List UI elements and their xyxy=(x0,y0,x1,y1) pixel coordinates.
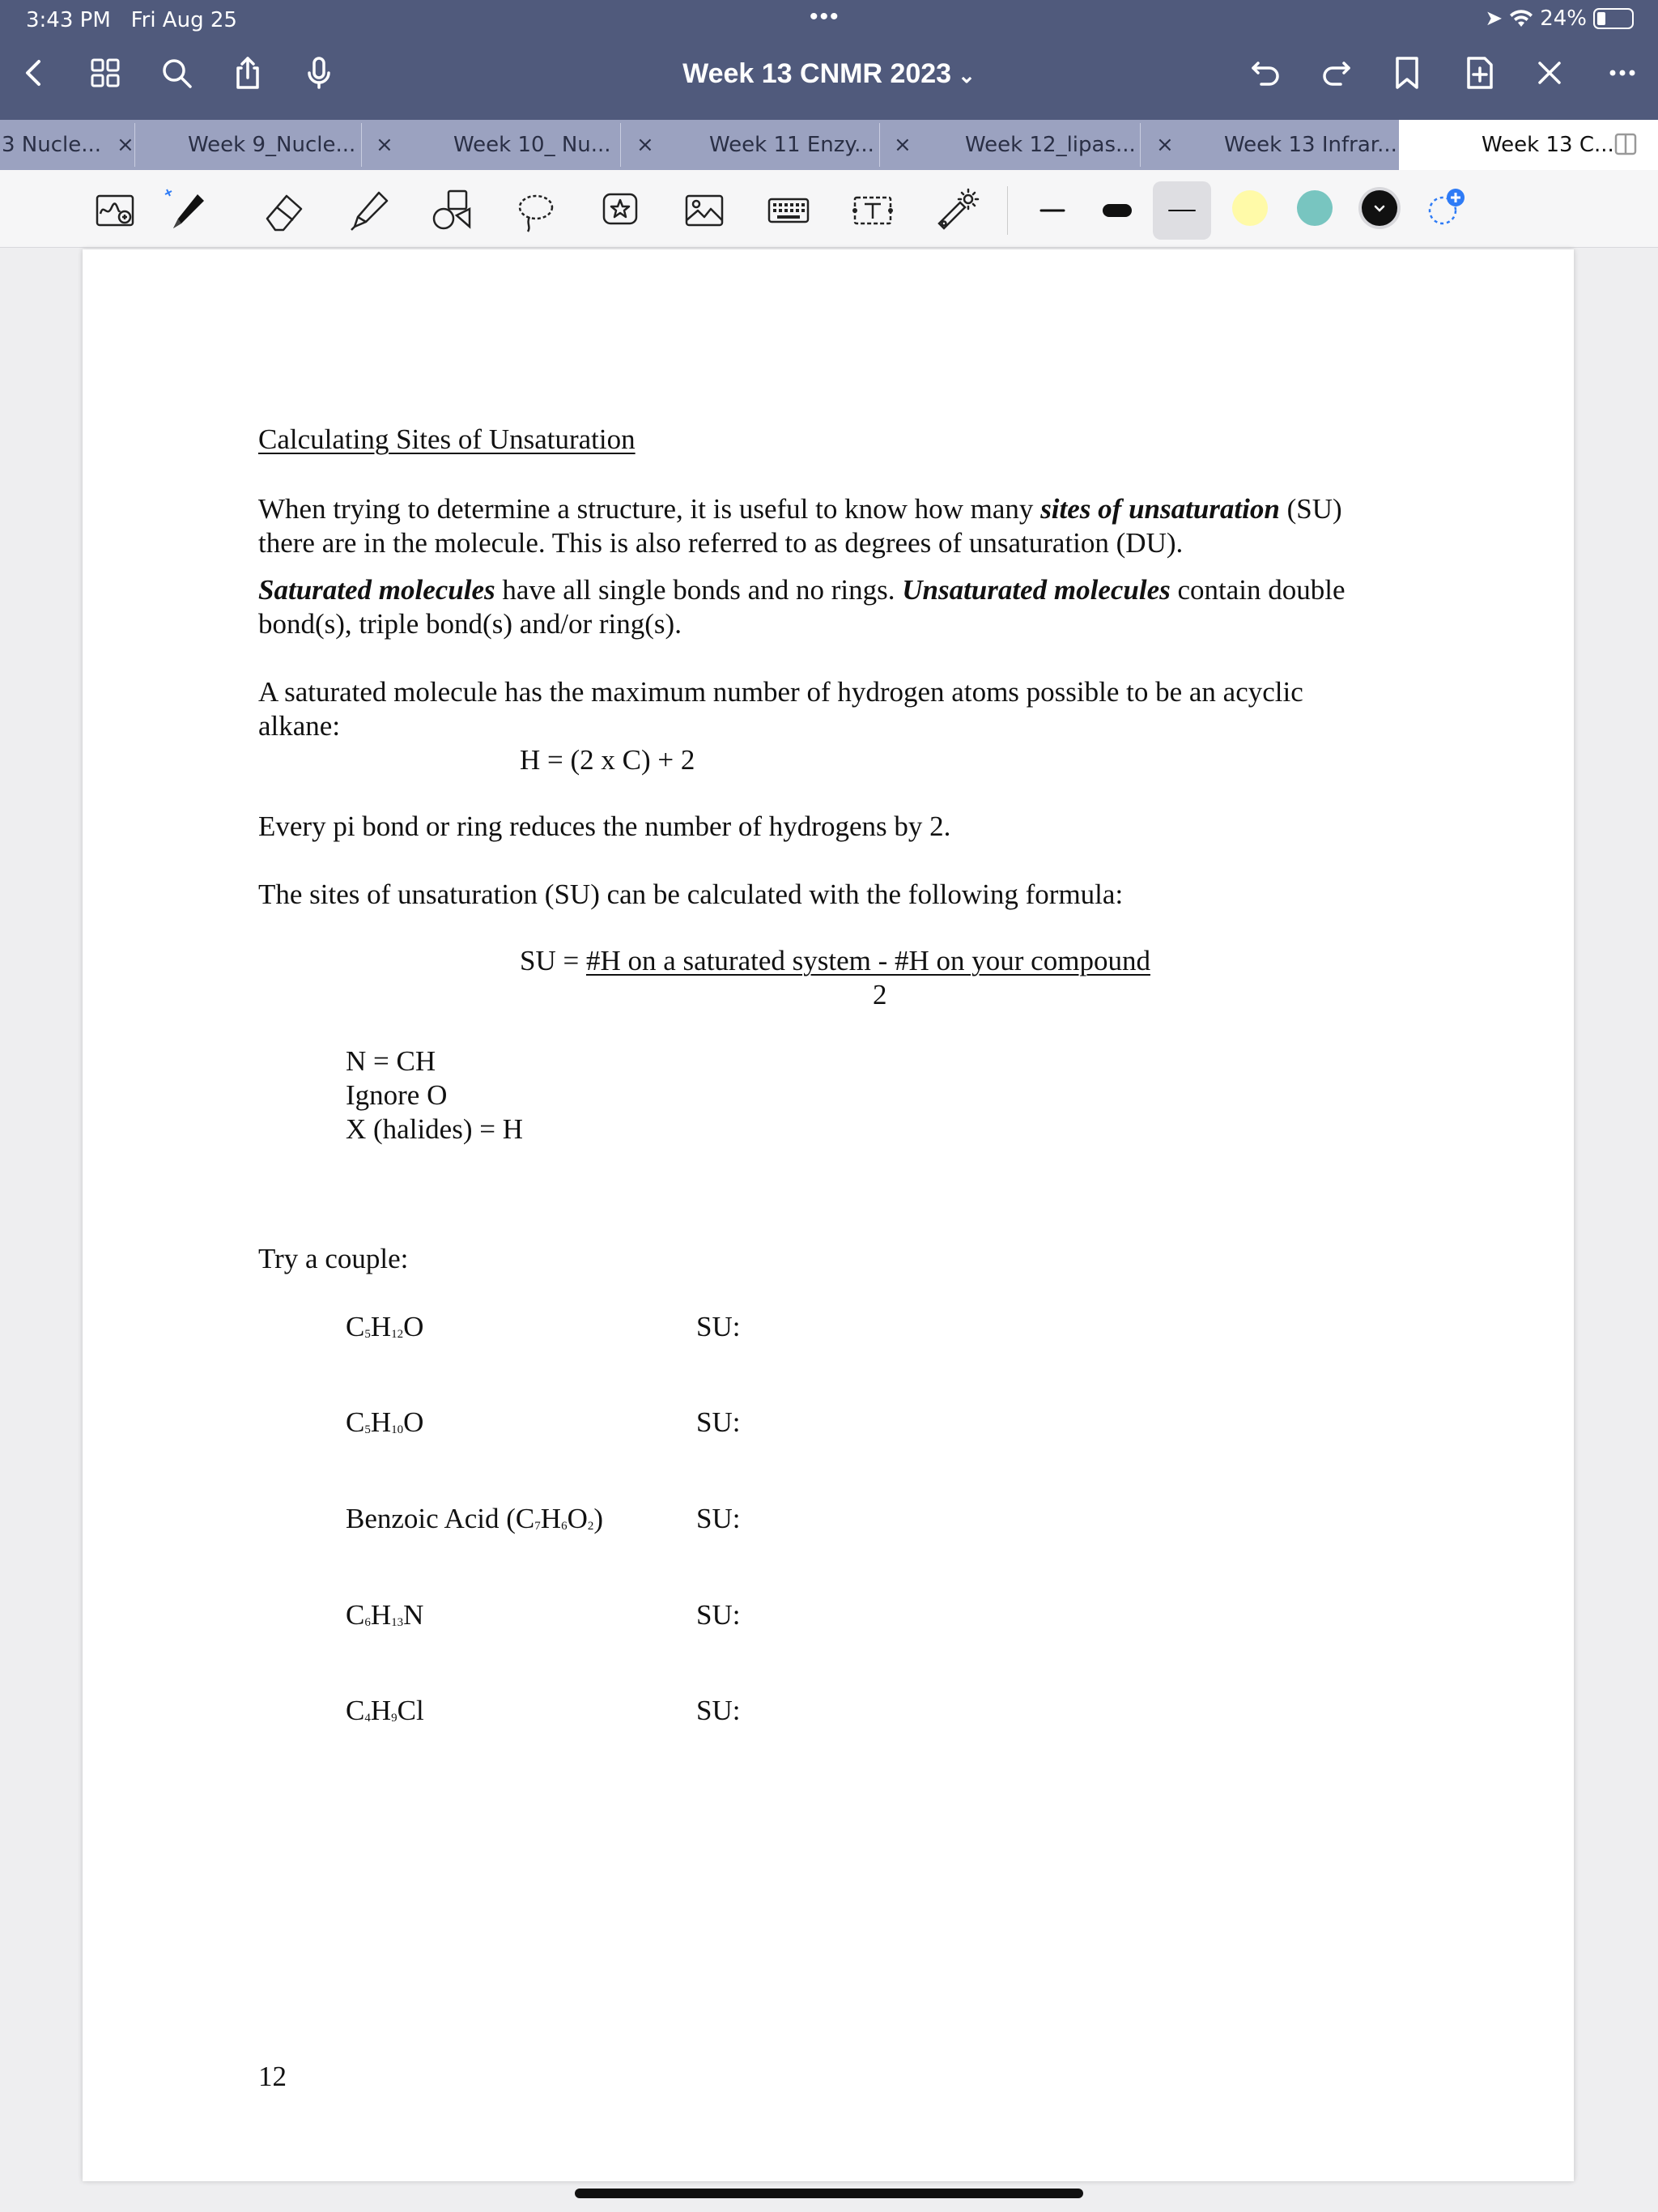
tab-label: Week 11 Enzy... xyxy=(709,133,874,157)
color-swatch-yellow[interactable] xyxy=(1232,190,1268,226)
problem-formula: C4H9Cl xyxy=(346,1695,424,1726)
chevron-down-icon: ⌄ xyxy=(958,63,976,87)
su-formula xyxy=(520,944,1150,978)
close-tab-icon[interactable]: × xyxy=(117,133,134,157)
tab-bar xyxy=(0,120,1658,170)
status-indicators xyxy=(1485,6,1634,31)
status-time xyxy=(26,8,237,32)
clock-date: Fri Aug 25 xyxy=(130,8,237,32)
text-run: have all single bonds and no rings. xyxy=(495,574,903,606)
page-number: 12 xyxy=(258,2061,287,2092)
home-indicator[interactable] xyxy=(575,2189,1083,2198)
keyboard-icon[interactable] xyxy=(759,181,818,240)
battery-percent: 24% xyxy=(1540,6,1587,31)
tab-item[interactable] xyxy=(0,120,134,170)
tab-label: Week 13 C... xyxy=(1482,133,1614,157)
tab-label: Week 13 Infrar... xyxy=(1224,133,1397,157)
add-page-icon[interactable] xyxy=(1456,49,1504,97)
drawing-toolbar xyxy=(0,170,1658,248)
zoom-window-icon[interactable] xyxy=(86,181,144,240)
tab-item[interactable] xyxy=(879,120,1174,170)
new-tab-icon[interactable] xyxy=(1613,130,1642,159)
add-color-icon xyxy=(1422,185,1470,233)
tab-label: Week 12_lipas... xyxy=(965,133,1136,157)
problem-formula: C6H13N xyxy=(346,1599,424,1631)
location-icon: ➤ xyxy=(1485,6,1503,31)
document-title-text: Week 13 CNMR 2023 xyxy=(682,58,952,89)
rule-item: N = CH xyxy=(346,1045,436,1077)
eraser-tool-icon[interactable] xyxy=(256,181,314,240)
wifi-icon xyxy=(1509,9,1533,28)
text-run: contain double xyxy=(1170,574,1346,606)
su-answer-label: SU: xyxy=(696,1599,741,1631)
paragraph-line: there are in the molecule. This is also referred to as degrees of unsaturation (DU). xyxy=(258,527,1184,559)
paragraph-line: The sites of unsaturation (SU) can be calculated with the following formula: xyxy=(258,878,1124,910)
text-run: When trying to determine a structure, it is useful to know how many xyxy=(258,493,1041,525)
paragraph-line: A saturated molecule has the maximum number of hydrogen atoms possible to be an acyclic xyxy=(258,676,1303,708)
close-tab-icon[interactable]: × xyxy=(894,133,912,157)
top-navigation-bar xyxy=(0,0,1658,120)
paragraph-line xyxy=(258,492,1342,526)
section-heading: Calculating Sites of Unsaturation xyxy=(258,423,636,455)
shapes-tool-icon[interactable] xyxy=(423,181,481,240)
paragraph-line xyxy=(258,573,1346,607)
su-answer-label: SU: xyxy=(696,1406,741,1438)
problem-formula: C5H10O xyxy=(346,1406,424,1438)
tab-item-active[interactable] xyxy=(1399,120,1658,170)
elements-sticker-icon[interactable] xyxy=(591,181,649,240)
tab-item[interactable] xyxy=(1140,120,1399,170)
tab-item[interactable] xyxy=(361,120,654,170)
add-color-button[interactable] xyxy=(1422,185,1470,233)
su-formula-numerator: #H on a saturated system - #H on your compound xyxy=(585,945,1150,976)
su-answer-label: SU: xyxy=(696,1503,741,1534)
redo-icon[interactable] xyxy=(1312,49,1360,97)
emphasis-text: Unsaturated molecules xyxy=(902,574,1171,606)
rule-item: Ignore O xyxy=(346,1079,448,1111)
laser-pointer-icon[interactable] xyxy=(928,181,986,240)
color-swatch-teal[interactable] xyxy=(1297,190,1333,226)
pen-tool-icon[interactable] xyxy=(157,181,215,240)
rule-item: X (halides) = H xyxy=(346,1113,523,1145)
su-answer-label: SU: xyxy=(696,1311,741,1342)
tab-label: Week 9_Nucle... xyxy=(188,133,356,157)
toolbar-divider xyxy=(1007,186,1008,235)
image-insert-icon[interactable] xyxy=(675,181,733,240)
stroke-thick-option[interactable] xyxy=(1088,181,1146,240)
su-answer-label: SU: xyxy=(696,1695,741,1726)
color-swatch-black-selected[interactable] xyxy=(1362,190,1397,226)
paragraph-line: Every pi bond or ring reduces the number of hydrogens by 2. xyxy=(258,810,951,842)
su-formula-prefix: SU = xyxy=(520,945,586,976)
tab-item[interactable] xyxy=(134,120,393,170)
lasso-tool-icon[interactable] xyxy=(507,181,565,240)
close-document-icon[interactable] xyxy=(1525,49,1574,97)
paragraph-line: alkane: xyxy=(258,710,341,742)
chevron-down-icon xyxy=(1371,200,1388,216)
stroke-thin-option[interactable] xyxy=(1023,181,1082,240)
close-tab-icon[interactable]: × xyxy=(1156,133,1174,157)
tab-label: 3 Nucle... xyxy=(2,133,102,157)
clock-time: 3:43 PM xyxy=(26,8,111,32)
close-tab-icon[interactable]: × xyxy=(636,133,654,157)
saturated-formula: H = (2 x C) + 2 xyxy=(520,744,695,776)
undo-icon[interactable] xyxy=(1242,49,1290,97)
try-heading: Try a couple: xyxy=(258,1243,409,1274)
problem-formula: C5H12O xyxy=(346,1311,424,1342)
close-tab-icon[interactable]: × xyxy=(376,133,393,157)
text-box-icon[interactable] xyxy=(844,181,902,240)
highlighter-tool-icon[interactable] xyxy=(340,181,398,240)
tab-item[interactable] xyxy=(620,120,912,170)
su-formula-denominator: 2 xyxy=(873,979,887,1010)
text-run: (SU) xyxy=(1279,493,1342,525)
tab-label: Week 10_ Nu... xyxy=(453,133,611,157)
bookmark-icon[interactable] xyxy=(1383,49,1431,97)
document-page[interactable] xyxy=(83,249,1574,2181)
emphasis-text: sites of unsaturation xyxy=(1040,493,1280,525)
multitasking-dots[interactable]: ••• xyxy=(810,3,840,30)
battery-icon xyxy=(1593,8,1634,29)
stroke-medium-option-selected[interactable] xyxy=(1153,181,1211,240)
emphasis-text: Saturated molecules xyxy=(258,574,495,606)
paragraph-line: bond(s), triple bond(s) and/or ring(s). xyxy=(258,608,682,640)
problem-formula: Benzoic Acid (C7H6O2) xyxy=(346,1503,603,1534)
more-options-icon[interactable] xyxy=(1598,49,1647,97)
